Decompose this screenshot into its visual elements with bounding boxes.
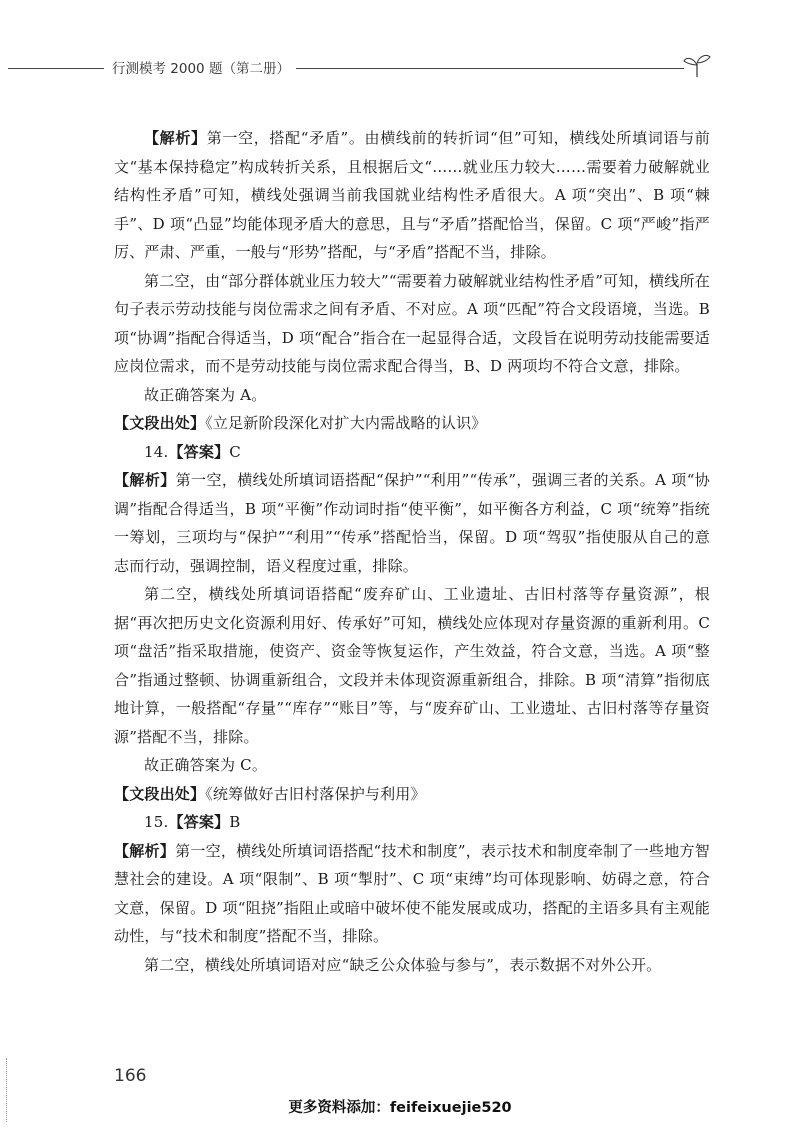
q15-analysis-text-1: 第一空，横线处所填词语搭配“技术和制度”，表示技术和制度牵制了一些地方智慧社会的建设。A 项“限制”、B 项“掣肘”、C 项“束缚”均可体现影响、妨碍之意，符合文意，保留。D 项“阻挠”指阻止或暗中破坏使不能发展或成功，搭配的主语多具有主观能动性，与“技术和制度”搭配不当，排除。 [114,841,710,945]
q14-source-title: 《统筹做好古旧村落保护与利用》 [205,784,426,803]
q13-conclusion: 故正确答案为 A。 [144,385,267,404]
q15-answer-letter: B [229,813,241,831]
answer-tag: 【答案】 [168,813,230,831]
q14-analysis-paragraph-1 [114,466,710,580]
q14-analysis-paragraph-2: 第二空，横线处所填词语搭配“废弃矿山、工业遗址、古旧村落等存量资源”，根据“再次把历史文化资源利用好、传承好”可知，横线处应体现对存量资源的重新利用。C 项“盘活”指采取措施，使资产、资金等恢复运作，产生效益，符合文意，当选。A 项“整合”指通过整顿、协调重新组合，文段并未体现资源重新组合，排除。B 项“清算”指彻底地计算，一般搭配“存量”“库存”“账目”等，与“废弃矿山、工业遗址、古旧村落等存量资源”搭配不当，排除。 [114,585,710,746]
q14-answer [114,438,710,467]
answer-tag: 【答案】 [168,442,230,461]
page-number: 166 [114,1066,147,1086]
footer-note: 更多资料添加：feifeixuejie520 [288,1100,512,1116]
q15-analysis-paragraph-1 [114,837,710,951]
q14-answer-letter: C [229,442,241,461]
header-rule-right [296,68,684,69]
q15-number: 15. [144,813,169,831]
q15-analysis-paragraph-2: 第二空，横线处所填词语对应“缺乏公众体验与参与”，表示数据不对外公开。 [144,955,662,974]
q13-source-title: 《立足新阶段深化对扩大内需战略的认识》 [205,414,487,432]
source-tag: 【文段出处】 [114,414,206,432]
q14-source [114,780,710,809]
header-rule-left [8,68,104,69]
source-tag: 【文段出处】 [114,784,206,803]
book-title: 行测模考 2000 题（第二册） [112,61,290,77]
q13-analysis-paragraph-1 [114,124,710,267]
running-header [0,52,800,82]
analysis-tag: 【解析】 [114,471,176,489]
q13-analysis-paragraph-2: 第二空，由“部分群体就业压力较大”“需要着力破解就业结构性矛盾”可知，横线所在句子表示劳动技能与岗位需求之间有矛盾、不对应。A 项“匹配”符合文段语境，当选。B 项“协调”指配合得适当，D 项“配合”指合在一起显得合适，文段旨在说明劳动技能需要适应岗位需求，而不是劳动技能与岗位需求配合得当，B、D 两项均不符合文意，排除。 [114,271,710,375]
q15-answer [114,808,710,837]
q14-conclusion: 故正确答案为 C。 [144,756,268,774]
sprout-icon [682,52,712,78]
q13-analysis-text-1: 第一空，搭配“矛盾”。由横线前的转折词“但”可知，横线处所填词语与前文“基本保持稳定”构成转折关系，且根据后文“……就业压力较大……需要着力破解就业结构性矛盾”可知，横线处强调当前我国就业结构性矛盾很大。A 项“突出”、B 项“棘手”、D 项“凸显”均能体现矛盾大的意思，且与“矛盾”搭配恰当，保留。C 项“严峻”指严厉、严肃、严重，一般与“形势”搭配，与“矛盾”搭配不当，排除。 [114,129,710,261]
analysis-tag: 【解析】 [114,841,176,860]
page-body [114,124,710,979]
q14-analysis-text-1: 第一空，横线处所填词语搭配“保护”“利用”“传承”，强调三者的关系。A 项“协调”指配合得适当，B 项“平衡”作动词时指“使平衡”，如平衡各方利益，C 项“统筹”指统一筹划，三项均与“保护”“利用”“传承”搭配恰当，保留。D 项“驾驭”指使服从自己的意志而行动，强调控制，语义程度过重，排除。 [114,471,710,575]
q14-number: 14. [144,442,169,461]
analysis-tag: 【解析】 [144,129,207,147]
q13-source [114,409,710,438]
